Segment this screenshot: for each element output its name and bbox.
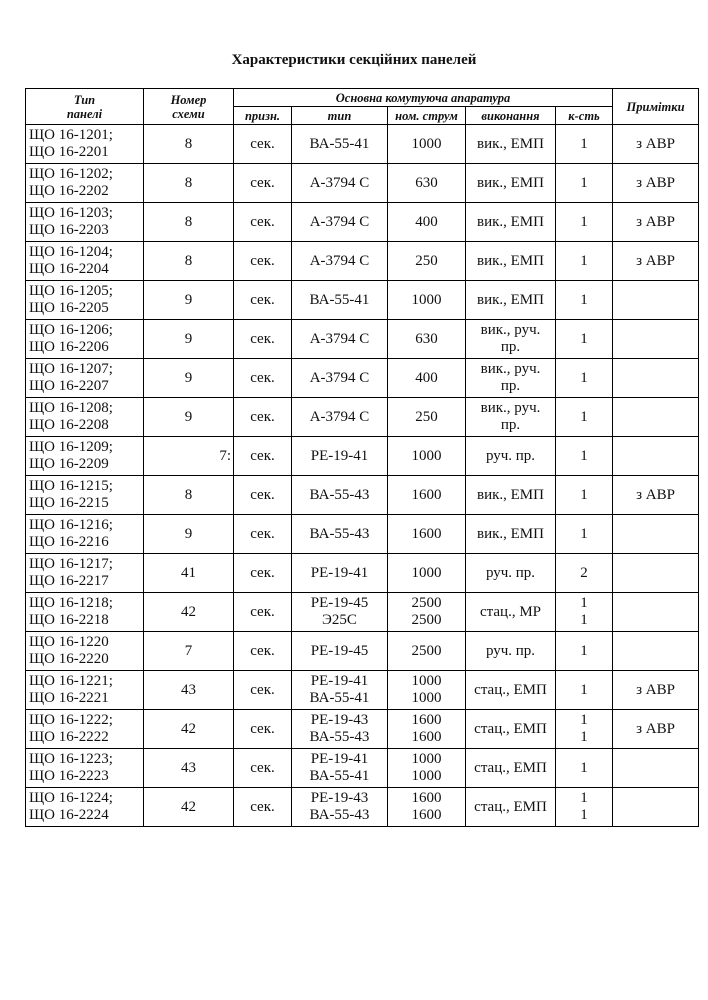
cell-panel-type: ЩО 16-1209; ЩО 16-2209 — [26, 437, 144, 476]
cell-scheme: 8 — [144, 203, 234, 242]
cell-purpose: сек. — [234, 320, 292, 359]
cell-note: з АВР — [613, 671, 699, 710]
cell-scheme: 8 — [144, 242, 234, 281]
cell-current: 1000 — [388, 281, 466, 320]
cell-panel-type: ЩО 16-1223; ЩО 16-2223 — [26, 749, 144, 788]
table-row — [26, 281, 699, 320]
cell-current: 250 — [388, 242, 466, 281]
cell-count: 1 — [556, 437, 613, 476]
cell-count: 1 — [556, 632, 613, 671]
table-row — [26, 359, 699, 398]
cell-purpose: сек. — [234, 515, 292, 554]
cell-note — [613, 281, 699, 320]
cell-purpose: сек. — [234, 398, 292, 437]
cell-execution: вик., ЕМП — [466, 476, 556, 515]
cell-execution: вик., ЕМП — [466, 281, 556, 320]
table-header — [26, 89, 699, 125]
table-row — [26, 554, 699, 593]
cell-note: з АВР — [613, 476, 699, 515]
cell-execution: вик., руч. пр. — [466, 320, 556, 359]
cell-panel-type: ЩО 16-1218; ЩО 16-2218 — [26, 593, 144, 632]
cell-execution: вик., руч. пр. — [466, 359, 556, 398]
cell-execution: руч. пр. — [466, 437, 556, 476]
cell-device-type: РЕ-19-41 — [292, 554, 388, 593]
cell-device-type: А-3794 С — [292, 359, 388, 398]
cell-purpose: сек. — [234, 593, 292, 632]
cell-count: 1 — [556, 671, 613, 710]
cell-count: 1 — [556, 203, 613, 242]
cell-scheme: 9 — [144, 515, 234, 554]
cell-count: 1 — [556, 398, 613, 437]
table-row — [26, 242, 699, 281]
cell-purpose: сек. — [234, 125, 292, 164]
table-row — [26, 476, 699, 515]
cell-device-type: А-3794 С — [292, 398, 388, 437]
cell-device-type: РЕ-19-41 ВА-55-41 — [292, 749, 388, 788]
cell-execution: стац., МР — [466, 593, 556, 632]
cell-note — [613, 437, 699, 476]
cell-device-type: ВА-55-41 — [292, 281, 388, 320]
cell-note — [613, 632, 699, 671]
cell-note — [613, 788, 699, 827]
table-row — [26, 593, 699, 632]
header-count: к-сть — [556, 107, 613, 125]
table-row — [26, 515, 699, 554]
cell-purpose: сек. — [234, 788, 292, 827]
cell-current: 630 — [388, 164, 466, 203]
cell-purpose: сек. — [234, 242, 292, 281]
cell-panel-type: ЩО 16-1202; ЩО 16-2202 — [26, 164, 144, 203]
cell-device-type: РЕ-19-43 ВА-55-43 — [292, 788, 388, 827]
cell-purpose: сек. — [234, 749, 292, 788]
cell-count: 2 — [556, 554, 613, 593]
cell-note — [613, 749, 699, 788]
cell-note: з АВР — [613, 203, 699, 242]
cell-panel-type: ЩО 16-1215; ЩО 16-2215 — [26, 476, 144, 515]
cell-execution: стац., ЕМП — [466, 788, 556, 827]
cell-count: 1 — [556, 749, 613, 788]
cell-device-type: РЕ-19-45 Э25С — [292, 593, 388, 632]
cell-purpose: сек. — [234, 554, 292, 593]
cell-count: 1 1 — [556, 593, 613, 632]
cell-scheme: 8 — [144, 476, 234, 515]
cell-current: 400 — [388, 359, 466, 398]
cell-panel-type: ЩО 16-1217; ЩО 16-2217 — [26, 554, 144, 593]
cell-panel-type: ЩО 16-1224; ЩО 16-2224 — [26, 788, 144, 827]
table-row — [26, 164, 699, 203]
cell-note — [613, 593, 699, 632]
cell-note: з АВР — [613, 164, 699, 203]
cell-scheme: 43 — [144, 749, 234, 788]
cell-scheme: 43 — [144, 671, 234, 710]
cell-count: 1 — [556, 125, 613, 164]
header-type: Тип панелі — [26, 89, 144, 125]
cell-purpose: сек. — [234, 281, 292, 320]
cell-panel-type: ЩО 16-1207; ЩО 16-2207 — [26, 359, 144, 398]
cell-device-type: РЕ-19-43 ВА-55-43 — [292, 710, 388, 749]
cell-count: 1 1 — [556, 788, 613, 827]
cell-current: 1000 — [388, 125, 466, 164]
cell-note — [613, 515, 699, 554]
cell-current: 1000 1000 — [388, 749, 466, 788]
cell-execution: руч. пр. — [466, 632, 556, 671]
cell-current: 630 — [388, 320, 466, 359]
table-row — [26, 788, 699, 827]
cell-count: 1 1 — [556, 710, 613, 749]
cell-count: 1 — [556, 164, 613, 203]
cell-device-type: А-3794 С — [292, 203, 388, 242]
cell-device-type: РЕ-19-41 — [292, 437, 388, 476]
cell-current: 2500 2500 — [388, 593, 466, 632]
cell-scheme: 42 — [144, 593, 234, 632]
cell-current: 400 — [388, 203, 466, 242]
panels-table — [25, 88, 699, 827]
table-row — [26, 437, 699, 476]
cell-current: 2500 — [388, 632, 466, 671]
table-row — [26, 398, 699, 437]
cell-scheme: 9 — [144, 281, 234, 320]
cell-note: з АВР — [613, 710, 699, 749]
header-notes: Примітки — [613, 89, 699, 125]
cell-note: з АВР — [613, 125, 699, 164]
cell-panel-type: ЩО 16-1208; ЩО 16-2208 — [26, 398, 144, 437]
cell-panel-type: ЩО 16-1204; ЩО 16-2204 — [26, 242, 144, 281]
cell-panel-type: ЩО 16-1216; ЩО 16-2216 — [26, 515, 144, 554]
cell-current: 1600 — [388, 515, 466, 554]
table-row — [26, 749, 699, 788]
cell-count: 1 — [556, 515, 613, 554]
cell-execution: стац., ЕМП — [466, 749, 556, 788]
table-row — [26, 203, 699, 242]
cell-scheme: 42 — [144, 788, 234, 827]
table-row — [26, 320, 699, 359]
cell-note — [613, 398, 699, 437]
cell-purpose: сек. — [234, 476, 292, 515]
cell-purpose: сек. — [234, 632, 292, 671]
cell-purpose: сек. — [234, 437, 292, 476]
cell-execution: руч. пр. — [466, 554, 556, 593]
cell-panel-type: ЩО 16-1220 ЩО 16-2220 — [26, 632, 144, 671]
cell-current: 1600 — [388, 476, 466, 515]
cell-scheme: 8 — [144, 164, 234, 203]
cell-current: 1000 — [388, 554, 466, 593]
cell-count: 1 — [556, 281, 613, 320]
cell-execution: вик., ЕМП — [466, 203, 556, 242]
cell-purpose: сек. — [234, 671, 292, 710]
cell-scheme: 7: — [144, 437, 234, 476]
table-row — [26, 632, 699, 671]
header-current: ном. струм — [388, 107, 466, 125]
cell-execution: вик., ЕМП — [466, 515, 556, 554]
cell-current: 1000 1000 — [388, 671, 466, 710]
cell-panel-type: ЩО 16-1203; ЩО 16-2203 — [26, 203, 144, 242]
cell-panel-type: ЩО 16-1206; ЩО 16-2206 — [26, 320, 144, 359]
cell-count: 1 — [556, 359, 613, 398]
cell-count: 1 — [556, 320, 613, 359]
cell-count: 1 — [556, 242, 613, 281]
cell-scheme: 9 — [144, 359, 234, 398]
cell-execution: вик., ЕМП — [466, 164, 556, 203]
cell-scheme: 41 — [144, 554, 234, 593]
cell-device-type: РЕ-19-41 ВА-55-41 — [292, 671, 388, 710]
cell-panel-type: ЩО 16-1221; ЩО 16-2221 — [26, 671, 144, 710]
cell-scheme: 7 — [144, 632, 234, 671]
cell-panel-type: ЩО 16-1205; ЩО 16-2205 — [26, 281, 144, 320]
cell-scheme: 9 — [144, 320, 234, 359]
table-row — [26, 671, 699, 710]
cell-device-type: А-3794 С — [292, 320, 388, 359]
cell-count: 1 — [556, 476, 613, 515]
cell-current: 250 — [388, 398, 466, 437]
cell-current: 1000 — [388, 437, 466, 476]
header-scheme: Номер схеми — [144, 89, 234, 125]
cell-purpose: сек. — [234, 710, 292, 749]
cell-scheme: 42 — [144, 710, 234, 749]
cell-execution: вик., ЕМП — [466, 125, 556, 164]
cell-purpose: сек. — [234, 359, 292, 398]
cell-panel-type: ЩО 16-1201; ЩО 16-2201 — [26, 125, 144, 164]
cell-panel-type: ЩО 16-1222; ЩО 16-2222 — [26, 710, 144, 749]
table-body — [26, 125, 699, 827]
cell-execution: стац., ЕМП — [466, 710, 556, 749]
header-execution: виконання — [466, 107, 556, 125]
table-row — [26, 710, 699, 749]
header-purpose: призн. — [234, 107, 292, 125]
cell-scheme: 8 — [144, 125, 234, 164]
cell-note — [613, 320, 699, 359]
page-title: Характеристики секційних панелей — [231, 52, 477, 68]
cell-execution: вик., ЕМП — [466, 242, 556, 281]
cell-device-type: РЕ-19-45 — [292, 632, 388, 671]
cell-current: 1600 1600 — [388, 710, 466, 749]
table-row — [26, 125, 699, 164]
cell-execution: стац., ЕМП — [466, 671, 556, 710]
cell-purpose: сек. — [234, 203, 292, 242]
cell-current: 1600 1600 — [388, 788, 466, 827]
cell-device-type: А-3794 С — [292, 164, 388, 203]
header-device-type: тип — [292, 107, 388, 125]
cell-purpose: сек. — [234, 164, 292, 203]
cell-execution: вик., руч. пр. — [466, 398, 556, 437]
cell-device-type: А-3794 С — [292, 242, 388, 281]
cell-note: з АВР — [613, 242, 699, 281]
cell-scheme: 9 — [144, 398, 234, 437]
cell-note — [613, 554, 699, 593]
cell-device-type: ВА-55-43 — [292, 515, 388, 554]
cell-device-type: ВА-55-41 — [292, 125, 388, 164]
header-switching-group: Основна комутуюча апаратура — [234, 89, 613, 107]
cell-note — [613, 359, 699, 398]
cell-device-type: ВА-55-43 — [292, 476, 388, 515]
